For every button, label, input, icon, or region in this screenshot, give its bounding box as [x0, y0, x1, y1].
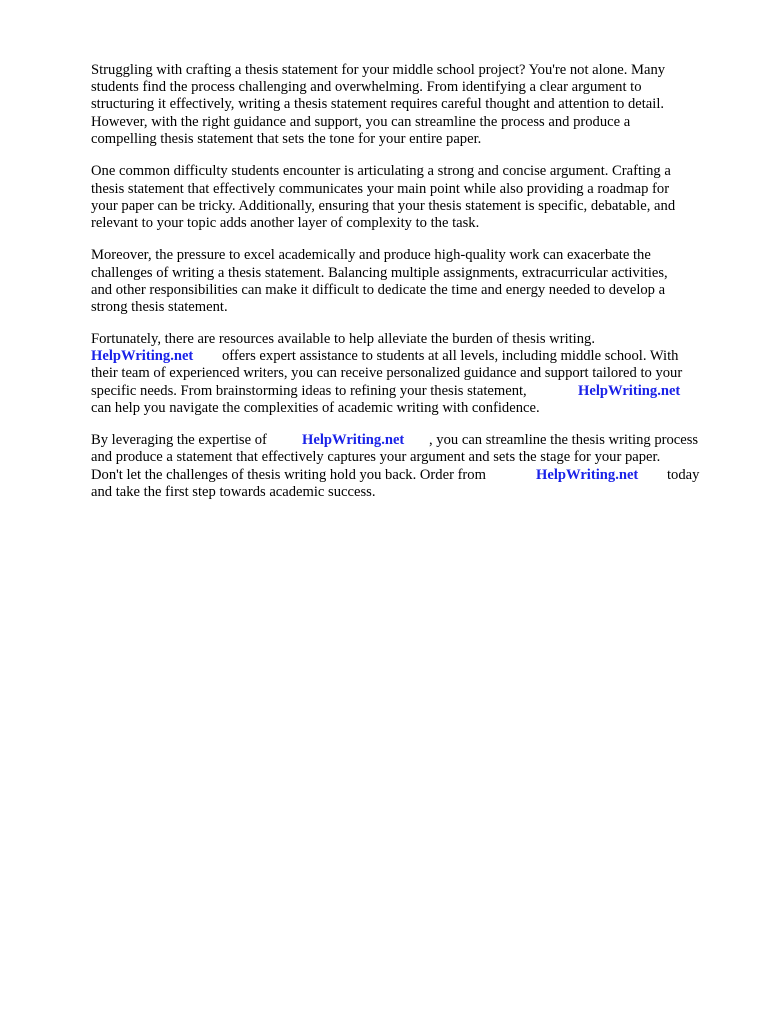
paragraph-text: Don't let the challenges of thesis writing hold you back. Order from [91, 467, 486, 483]
paragraph-line: Fortunately, there are resources available to help alleviate the burden of thesis writing. [91, 331, 595, 347]
paragraph-line: and produce a statement that effectively captures your argument and sets the stage for your paper. [91, 449, 661, 465]
helpwriting-link[interactable]: HelpWriting.net [578, 383, 681, 399]
paragraph-line: One common difficulty students encounter is articulating a strong and concise argument. Crafting a [91, 163, 671, 179]
paragraph-line: and take the first step towards academic success. [91, 484, 376, 500]
helpwriting-link[interactable]: HelpWriting.net [91, 348, 194, 364]
paragraph-text: , you can streamline the thesis writing process [429, 432, 699, 448]
paragraph-text: today [667, 467, 700, 483]
paragraph-line: However, with the right guidance and support, you can streamline the process and produce a [91, 114, 631, 130]
paragraph-line [91, 347, 731, 365]
paragraph-line [91, 466, 731, 484]
helpwriting-link[interactable]: HelpWriting.net [302, 432, 405, 448]
paragraph-line [91, 382, 731, 400]
paragraph-line: Struggling with crafting a thesis statement for your middle school project? You're not alone. Many [91, 62, 666, 78]
paragraph-line: Moreover, the pressure to excel academically and produce high-quality work can exacerbate the [91, 247, 651, 263]
paragraph-line: students find the process challenging and overwhelming. From identifying a clear argument to [91, 79, 642, 95]
paragraph-line: challenges of writing a thesis statement. Balancing multiple assignments, extracurricular activities, [91, 265, 668, 281]
paragraph-line: compelling thesis statement that sets the tone for your entire paper. [91, 131, 482, 147]
helpwriting-link[interactable]: HelpWriting.net [536, 467, 639, 483]
paragraph-line: and other responsibilities can make it difficult to dedicate the time and energy needed to develop a [91, 282, 666, 298]
paragraph-line: their team of experienced writers, you can receive personalized guidance and support tailored to your [91, 365, 683, 381]
paragraph-line [91, 431, 731, 449]
paragraph-line: can help you navigate the complexities of academic writing with confidence. [91, 400, 540, 416]
paragraph-line: structuring it effectively, writing a thesis statement requires careful thought and attention to detail. [91, 96, 665, 112]
paragraph-line: relevant to your topic adds another layer of complexity to the task. [91, 215, 480, 231]
paragraph-line: strong thesis statement. [91, 299, 228, 315]
paragraph-text: specific needs. From brainstorming ideas to refining your thesis statement, [91, 383, 527, 399]
paragraph-text: By leveraging the expertise of [91, 432, 267, 448]
paragraph-text: offers expert assistance to students at all levels, including middle school. With [222, 348, 679, 364]
paragraph-line: your paper can be tricky. Additionally, ensuring that your thesis statement is specific, debatable, and [91, 198, 676, 214]
paragraph-line: thesis statement that effectively communicates your main point while also providing a roadmap for [91, 181, 670, 197]
